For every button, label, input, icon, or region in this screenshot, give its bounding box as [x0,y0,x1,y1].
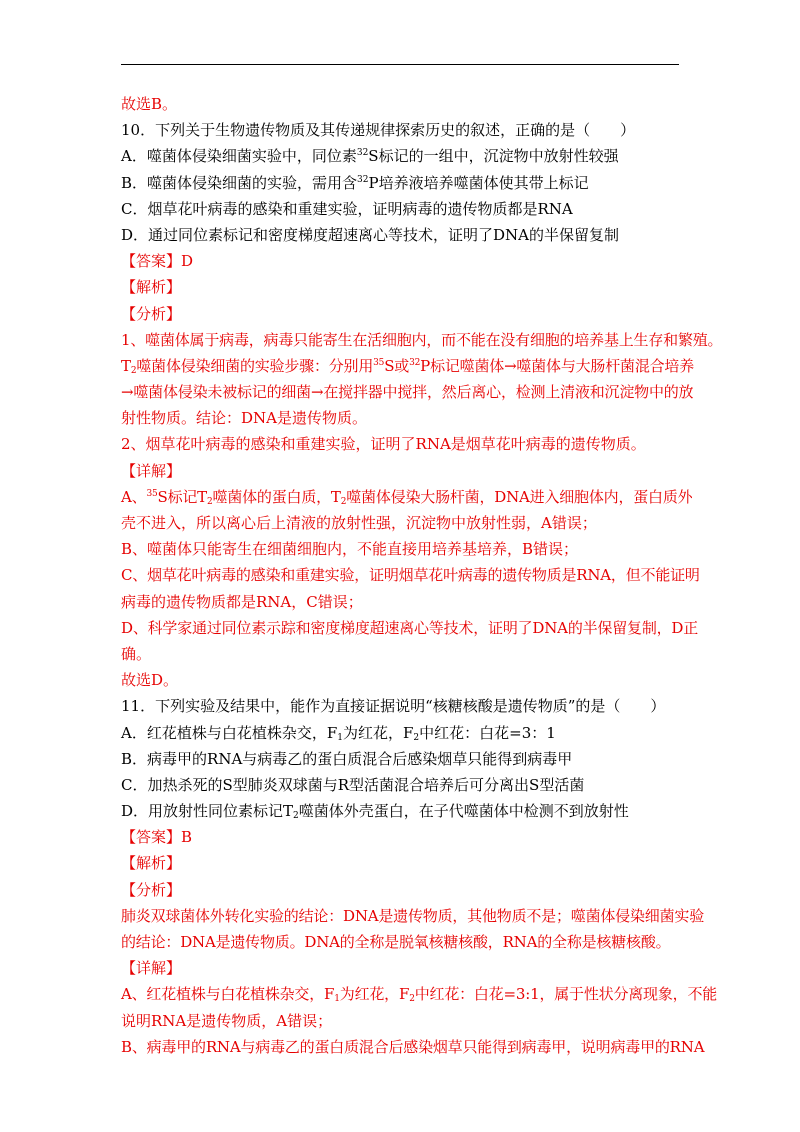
q11-detail-line: A、红花植株与白花植株杂交，$F_1$为红花，$F_2$中红花：白花=3:1，属于性状分离现象，不能 [121,985,718,1005]
q10-xiangjie-heading: 【详解】 [121,461,182,480]
q10-detail-line: A、$^{35}$S标记$T_2$噬菌体的蛋白质，$T_2$噬菌体侵染大肠杆菌，DNA进入细胞体内，蛋白质外 [121,487,693,507]
q10-analysis-line: 射性物质。结论：DNA是遗传物质。 [121,409,367,428]
conclusion-line: 故选B。 [121,95,178,113]
q11-answer: 【答案】B [121,828,193,847]
q10-fenxi-heading: 【分析】 [121,304,182,323]
q10-option-a: A．噬菌体侵染细菌实验中，同位素$^{32}$S标记的一组中，沉淀物中放射性较强 [121,147,619,166]
q11-option-a: A．红花植株与白花植株杂交，$F_1$为红花，$F_2$中红花：白花=3：1 [121,723,556,743]
q10-option-d: D．通过同位素标记和密度梯度超速离心等技术，证明了DNA的半保留复制 [121,225,620,244]
q11-xiangjie-heading: 【详解】 [121,959,182,978]
document-page [121,91,723,1060]
q10-detail-line: D、科学家通过同位素示踪和密度梯度超速离心等技术，证明了DNA的半保留复制，D正 [121,618,699,637]
q11-stem: 11．下列实验及结果中，能作为直接证据说明“核糖核酸是遗传物质”的是（ ） [121,697,666,716]
q10-analysis-line: →噬菌体侵染未被标记的细菌→在搅拌器中搅拌，然后离心，检测上清液和沉淀物中的放 [121,383,694,402]
q11-detail-line: 说明RNA是遗传物质，A错误； [121,1011,333,1030]
q11-option-b: B．病毒甲的RNA与病毒乙的蛋白质混合后感染烟草只能得到病毒甲 [121,749,573,768]
q11-fenxi-heading: 【分析】 [121,880,182,899]
q10-detail-line: 病毒的遗传物质都是RNA，C错误； [121,592,363,611]
q10-analysis-line: 2、烟草花叶病毒的感染和重建实验，证明了RNA是烟草花叶病毒的遗传物质。 [121,435,646,454]
q10-detail-line: 壳不进入，所以离心后上清液的放射性强，沉淀物中放射性弱，A错误； [121,514,597,532]
q11-analysis-line: 的结论：DNA是遗传物质。DNA的全称是脱氧核糖核酸，RNA的全称是核糖核酸。 [121,933,671,951]
q10-analysis-line: $T_2$噬菌体侵染细菌的实验步骤：分别用$^{35}$S或$^{32}$P标记噬菌体→噬菌体与大肠杆菌混合培养 [121,356,695,376]
q10-option-c: C．烟草花叶病毒的感染和重建实验，证明病毒的遗传物质都是RNA [121,199,573,218]
q10-conclusion: 故选D。 [121,671,179,690]
q11-option-c: C．加热杀死的S型肺炎双球菌与R型活菌混合培养后可分离出S型活菌 [121,775,585,794]
q10-option-b: B．噬菌体侵染细菌的实验，需用含$^{32}$P培养液培养噬菌体使其带上标记 [121,173,589,192]
q10-stem: 10．下列关于生物遗传物质及其传递规律探索历史的叙述，正确的是（ ） [121,121,636,140]
q10-detail-line: C、烟草花叶病毒的感染和重建实验，证明烟草花叶病毒的遗传物质是RNA，但不能证明 [121,566,700,585]
q10-detail-line: B、噬菌体只能寄生在细菌细胞内，不能直接用培养基培养，B错误； [121,540,579,559]
q11-analysis-line: 肺炎双球菌体外转化实验的结论：DNA是遗传物质，其他物质不是；噬菌体侵染细菌实验 [121,906,704,925]
q10-jiexi-heading: 【解析】 [121,278,182,297]
q11-detail-line: B、病毒甲的RNA与病毒乙的蛋白质混合后感染烟草只能得到病毒甲，说明病毒甲的RNA [121,1037,705,1056]
q11-option-d: D．用放射性同位素标记$T_2$噬菌体外壳蛋白，在子代噬菌体中检测不到放射性 [121,802,629,822]
q11-jiexi-heading: 【解析】 [121,854,182,873]
q10-answer: 【答案】D [121,252,194,271]
q10-analysis-line: 1、噬菌体属于病毒，病毒只能寄生在活细胞内，而不能在没有细胞的培养基上生存和繁殖。 [121,330,723,349]
header-rule [121,64,679,65]
q10-detail-line: 确。 [121,644,152,663]
